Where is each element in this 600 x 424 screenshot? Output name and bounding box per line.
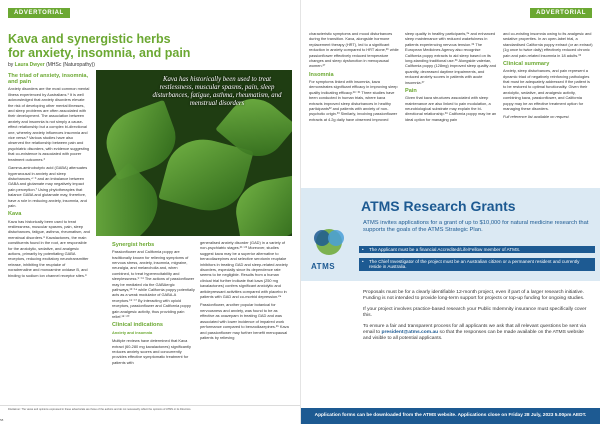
title-sub: for anxiety, insomnia, and pain <box>8 46 191 60</box>
paragraph: sleep quality in healthy participants,³⁴ and enhanced sleep maintenance with reduced wakefulness in patients experiencing nervous tension.³⁵ The European Medicines Agency also recognise California poppy extracts to aid sleep based on its long-standing traditional use.³⁶ Alongside valerian, California poppy (128mg) improved sleep quality and quantity, decreased daytime impairments, and reduced anxiety scores in patients with acute insomnia.³⁷ <box>405 31 497 85</box>
paragraph: Gamma-aminobutyric acid (GABA) attenuates hyperarousal in anxiety and sleep disturbances,⁴⁻⁶ and an imbalance between GABA and glutamate may negatively impact pain perception.⁷ Using phytotherapies that balance GABA and glutamate may, therefore, have a role in reducing anxiety, insomnia, and pain. <box>8 165 88 208</box>
disclaimer-text: Disclaimer: The views and opinions expressed in these advertorials are those of the authors and do not necessarily reflect the opinions of ATMS or its Directors. <box>8 408 192 411</box>
section-heading: Synergist herbs <box>112 242 155 248</box>
author-name: Laura Dwyer <box>14 62 45 68</box>
paragraph: Anxiety, sleep disturbances, and pain represent a dynamic triad of negatively reinforcing pathologies that must be adequately addressed if the patient is to be restored to optimal functionality. Given their anxiolytic, sedative, and analgesic activity, combining kava, passionflower, and California poppy may be an effective treatment option for managing these disorders. <box>503 68 590 112</box>
paragraph: and co-existing insomnia owing to its analgesic and sedative properties. In an open-label trial, a standardised California poppy extract (or an extract) (1g once to twice daily) effectively reduced chronic pain and pain-related insomnia in 18 adults.³⁹ <box>503 31 593 58</box>
advertorial-label: ADVERTORIAL <box>8 8 70 18</box>
paragraph: Anxiety disorders are the most common mental illness experienced by Australians.¹ It is well acknowledged that anxiety disorders elevate the risk of developing other mental illnesses, and sleep problems are often associated with their development. The association between anxiety and insomnia is not simply a cause-effect relationship but a complex bi-directional one, whereby anxiety influences insomnia and vice versa.² Various studies have also observed the relationship between pain and psychiatric disorders, with evidence suggesting that co-existence is associated with poorer treatment outcomes.³ <box>8 86 90 162</box>
article-column-1 <box>8 71 90 401</box>
paragraph-text: To ensure a fair and transparent process for all applicants we ask that all relevant questions be sent via email to <box>363 323 586 336</box>
paragraph: For symptoms linked with insomnia, kava demonstrates significant efficacy in improving sleep quality indicating efficacy.²⁸⁻³¹ Three studies have been conducted in human trials, where kava extracts improved sleep disturbances in healthy participants³² and patients with anxiety of non-psychotic origin.³³ Similarly, involving passionflower extracts at 4.2g daily have observed improved <box>309 79 398 122</box>
eligibility-bullet: • The Chief Investigator of the project must be an Australian citizen or a permanent resident and currently reside in Australia. <box>359 258 595 271</box>
paragraph: Multiple reviews have determined that Kava extract (60-280 mg kavalactones) significantly reduces anxiety scores and concurrently provides effective symptomatic treatment for patients with <box>112 338 191 365</box>
kava-leaf-photo <box>96 70 292 236</box>
article-column-5 <box>405 31 497 183</box>
page-footer <box>0 405 300 424</box>
section-heading: Clinical indications <box>112 322 163 329</box>
title-main: Kava and synergistic herbs <box>8 32 171 46</box>
paragraph: If your project involves practice-based research your Public Indemnity insurance must specifically cover this. <box>363 306 587 319</box>
paragraph: generalised anxiety disorder (GAD) in a variety of non-psychiatric stages.²¹⁻²³ Moreover, studies suggest kava may be a superior alternative to benzodiazepines and selective serotonin reuptake inhibitors in treating GAD and sleep-related anxiety disorders, especially since its dependence rate seems to be negligible. Results from a human clinical trial further indicate that kava (250 mg kavalactones) confers significant anxiolytic and antidepressant activities compared with placebo in patients with GAD and co-morbid depression.²⁴ <box>200 240 288 300</box>
paragraph: Passionflower, another popular botanical for nervousness and anxiety, was found to be as effective as oxazepam in treating GAD and was associated with lower incidence of impaired work performance compared to benzodiazepines.²⁵ Kava and passionflower may further benefit menopausal patients by relieving <box>200 302 289 340</box>
section-heading: Pain <box>405 88 417 95</box>
article-column-2 <box>112 240 196 400</box>
section-heading: Clinical summary <box>503 61 550 68</box>
article-title <box>8 32 238 60</box>
application-footer: Application forms can be downloaded from the ATMS website. Applications close on Friday 28 July, 2023 5.00pm AEDT. <box>301 408 600 424</box>
paragraph: Kava has historically been used to treat restlessness, muscular spasms, pain, sleep disturbances, fatigue, asthma, rheumatism, and menstrual disorders.⁸ Kavalactones, the main constituents found in the root, are responsible for the anxiolytic, sedative, and analgesic actions, primarily by potentiating GABA receptors, reducing excitatory neurotransmitter release, inhibiting the reuptake of noradrenaline and monoamine oxidase B, and binding to sodium ion channel receptor sites.⁸ <box>8 218 90 278</box>
article-column-3 <box>200 240 290 400</box>
paragraph <box>363 324 591 343</box>
right-page <box>300 0 600 424</box>
paragraph: characteristic symptoms and mood disturbances during the transition. Kava, alongside hormone replacement therapy (HRT), led to a significant reduction in anxiety compared to HRT alone,²⁶ while passionflower effectively reduced temperature changes and sleep dysfunction in menopausal women.²⁷ <box>309 31 399 69</box>
atms-logo-text: ATMS <box>311 262 336 271</box>
atms-logo-icon <box>307 222 351 262</box>
byline <box>8 62 95 68</box>
grants-title: ATMS Research Grants <box>361 198 516 214</box>
byline-prefix: by <box>8 62 14 68</box>
section-heading: Kava <box>8 211 22 218</box>
paragraph: Given that kava structures associated with sleep maintenance are also linked to pain modulation, a neurobiological substrate may explain the bi-directional relationship.³⁸ California poppy may be an ideal option for managing pain <box>405 95 497 122</box>
paragraph: Proposals must be for a clearly identifiable 12-month project, even if part of a larger research initiative. Funding is not intended to provide long-term support for projects or top-up funding for ongoing studies. <box>363 290 585 302</box>
article-column-6 <box>503 31 593 183</box>
page-number: 58 <box>0 418 4 422</box>
eligibility-bullet: • The Applicant must be a financial Accredited/Life/Fellow member of ATMS. <box>359 246 595 253</box>
article-column-4 <box>309 31 399 183</box>
author-credentials: (MHSc (Naturopathy)) <box>46 62 95 68</box>
research-grants-banner <box>301 188 600 281</box>
president-email-link[interactable]: president@atms.com.au <box>381 330 439 336</box>
subheading: Anxiety and insomnia <box>112 329 153 335</box>
advertorial-label: ADVERTORIAL <box>530 8 592 18</box>
section-heading: Insomnia <box>309 71 334 78</box>
section-heading: The triad of anxiety, insomnia, and pain <box>8 73 89 86</box>
references-note: Full reference list available on request. <box>503 114 570 120</box>
paragraph-text: so that the responses can be made available on the ATMS website and visible to all potential applicants. <box>363 330 584 342</box>
pull-quote: Kava has historically been used to treat restlessness, muscular spasms, pain, sleep disturbances, fatigue, asthma, rheumatism, and menstrual disorders <box>152 76 282 107</box>
grants-details <box>363 290 591 347</box>
grants-description: ATMS invites applications for a grant of up to $10,000 for natural medicine research that supports the goals of the ATMS Strategic Plan. <box>363 220 589 234</box>
paragraph: Passionflower and California poppy are traditionally known for relieving symptoms of nervous stress, anxiety, insomnia, migraine, neuralgia, and melancholia and, when combined, to treat hyperexcitability and sleeplessness.⁹⁻¹¹ The actions of passionflower may be mediated via the GABAergic pathways,¹²⁻¹⁴ while California poppy potentially acts as a weak modulator of GABA-A receptors.¹⁵⁻¹⁷ By interacting with opioid receptors, passionflower and California poppy gain analgesic activity, thus providing pain relief.¹⁸⁻²⁰ <box>112 249 195 320</box>
